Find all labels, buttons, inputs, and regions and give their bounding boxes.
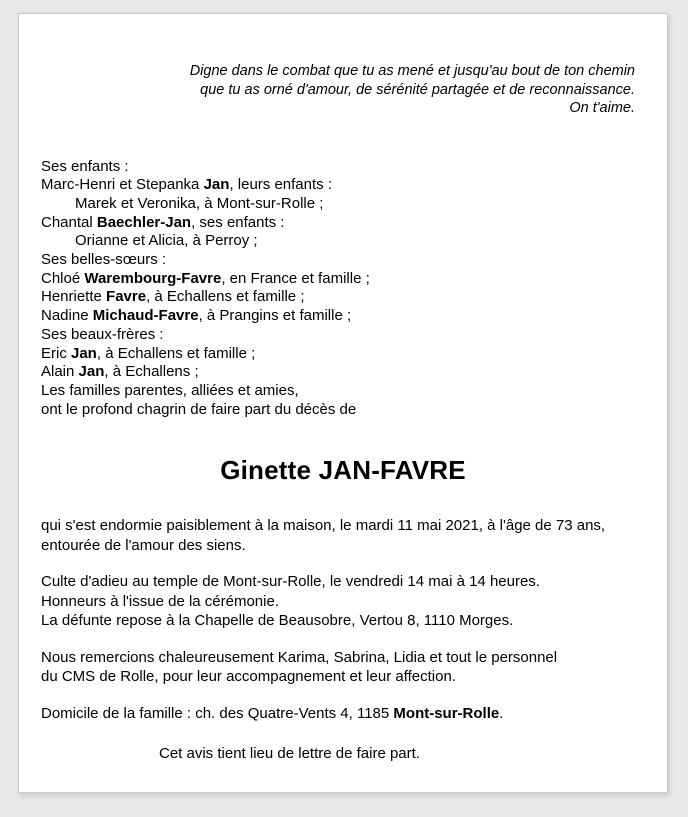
sil-2-prefix: Henriette bbox=[41, 288, 107, 306]
bil-2-suffix: , à Echallens ; bbox=[104, 363, 199, 381]
thanks-line-1: Nous remercions chaleureusement Karima, Sabrina, Lidia et tout le personnel bbox=[41, 648, 558, 666]
brother-in-law-2 bbox=[41, 363, 645, 382]
death-notice bbox=[41, 34, 645, 778]
address-prefix: Domicile de la famille : ch. des Quatre-Vents 4, 1185 bbox=[41, 704, 394, 722]
epitaph-line-3: On t'aime. bbox=[569, 100, 635, 116]
sil-3-suffix: , à Prangins et famille ; bbox=[198, 307, 352, 325]
sil-3-prefix: Nadine bbox=[41, 307, 93, 325]
family-list bbox=[41, 158, 645, 420]
child-2-suffix: , ses enfants : bbox=[191, 213, 285, 231]
epitaph-line-2: que tu as orné d'amour, de sérénité partagée et de reconnaissance. bbox=[200, 81, 635, 98]
sister-in-law-3 bbox=[41, 307, 645, 326]
ceremony-line-3: La défunte repose à la Chapelle de Beausobre, Vertou 8, 1110 Morges. bbox=[41, 612, 514, 630]
closing-note: Cet avis tient lieu de lettre de faire part. bbox=[159, 745, 420, 763]
child-entry-2 bbox=[41, 214, 645, 233]
ceremony-paragraph bbox=[41, 572, 645, 631]
sister-in-law-2 bbox=[41, 288, 645, 307]
brother-in-law-1 bbox=[41, 345, 645, 364]
passing-line-2: entourée de l'amour des siens. bbox=[41, 536, 246, 554]
bil-1-suffix: , à Echallens et famille ; bbox=[96, 344, 256, 362]
ceremony-line-2: Honneurs à l'issue de la cérémonie. bbox=[41, 592, 279, 610]
child-2-surname: Baechler-Jan bbox=[96, 213, 192, 231]
child-1-surname: Jan bbox=[203, 176, 230, 194]
passing-paragraph bbox=[41, 516, 645, 555]
relatives-line: Les familles parentes, alliées et amies, bbox=[41, 381, 299, 399]
child-1-prefix: Marc-Henri et Stepanka bbox=[41, 176, 204, 194]
grandchildren-1: Marek et Veronika, à Mont-sur-Rolle ; bbox=[75, 194, 324, 212]
epitaph bbox=[146, 62, 635, 118]
bil-1-surname: Jan bbox=[71, 344, 97, 362]
sil-2-surname: Favre bbox=[106, 288, 147, 306]
bil-1-prefix: Eric bbox=[41, 344, 71, 362]
bil-2-prefix: Alain bbox=[41, 363, 79, 381]
passing-line-1: qui s'est endormie paisiblement à la maison, le mardi 11 mai 2021, à l'âge de 73 ans, bbox=[41, 517, 606, 535]
grandchildren-2: Orianne et Alicia, à Perroy ; bbox=[75, 232, 258, 250]
deceased-name: Ginette JAN-FAVRE bbox=[220, 455, 466, 486]
sil-1-suffix: , en France et famille ; bbox=[221, 269, 370, 287]
child-2-prefix: Chantal bbox=[41, 213, 97, 231]
address-paragraph bbox=[41, 704, 645, 724]
address-suffix: . bbox=[499, 704, 504, 722]
epitaph-line-1: Digne dans le combat que tu as mené et jusqu'au bout de ton chemin bbox=[189, 63, 635, 79]
ceremony-line-1: Culte d'adieu au temple de Mont-sur-Rolle, le vendredi 14 mai à 14 heures. bbox=[41, 573, 540, 591]
children-heading: Ses enfants : bbox=[41, 157, 129, 175]
sil-1-surname: Warembourg-Favre bbox=[84, 269, 222, 287]
sil-1-prefix: Chloé bbox=[41, 269, 85, 287]
announcement-line: ont le profond chagrin de faire part du décès de bbox=[41, 400, 357, 418]
notice-page bbox=[18, 13, 668, 793]
address-locality: Mont-sur-Rolle bbox=[393, 704, 500, 722]
sil-2-suffix: , à Echallens et famille ; bbox=[146, 288, 305, 306]
bil-2-surname: Jan bbox=[78, 363, 105, 381]
thanks-line-2: du CMS de Rolle, pour leur accompagnement et leur affection. bbox=[41, 668, 456, 686]
sister-in-law-1 bbox=[41, 270, 645, 289]
notice-body bbox=[41, 516, 645, 723]
sil-3-surname: Michaud-Favre bbox=[92, 307, 199, 325]
brothers-in-law-heading: Ses beaux-frères : bbox=[41, 325, 164, 343]
address-line bbox=[41, 704, 645, 724]
child-entry-1 bbox=[41, 176, 645, 195]
child-1-suffix: , leurs enfants : bbox=[229, 176, 332, 194]
thanks-paragraph bbox=[41, 648, 645, 687]
sisters-in-law-heading: Ses belles-sœurs : bbox=[41, 251, 167, 269]
